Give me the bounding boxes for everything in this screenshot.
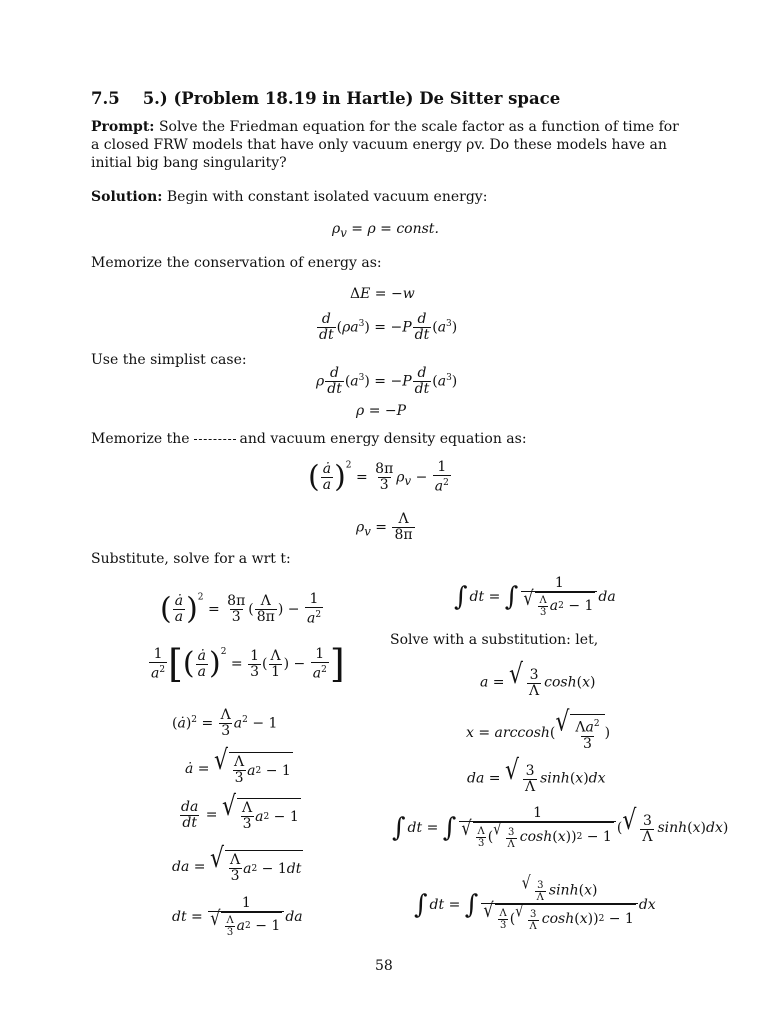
equation-delta-e: ΔE = −w bbox=[350, 286, 415, 302]
equation-left-4: ȧ = √ $\frac{\Lambda}{3}$ a 2 − 1 bbox=[185, 745, 291, 786]
blank-dashes bbox=[194, 439, 236, 440]
equation-right-5: ∫ dt = ∫ 1 √ $\frac{\Lambda}{3}$ ( √ $\frac{3}{\Lambda}$ cosh ( x )) 2 − 1 ( √ $\frac{3}{\Lambda}$ sinh(x)dx) bbox=[392, 804, 729, 850]
equation-right-2: a = √ $\frac{3}{\Lambda}$ cosh(x) bbox=[480, 659, 596, 699]
equation-left-7: dt = 1 √ $\frac{\Lambda}{3}$ a 2 − 1 da bbox=[172, 895, 303, 938]
simplest-case-text: Use the simplist case: bbox=[91, 352, 247, 368]
memorize-friedmann-text bbox=[91, 430, 681, 448]
equation-vacuum-const: $\rho_v = \rho$ = const. bbox=[332, 221, 439, 240]
equation-rho-lambda: $\rho_v$ = $\frac{\Lambda}{8\pi}$ bbox=[356, 511, 413, 543]
solution-paragraph bbox=[91, 188, 681, 206]
section-title: 5.) (Problem 18.19 in Hartle) De Sitter space bbox=[142, 89, 561, 108]
prompt-label: Prompt: bbox=[91, 119, 155, 135]
page-number: 58 bbox=[375, 958, 393, 974]
section-heading bbox=[91, 90, 560, 109]
solution-text: Begin with constant isolated vacuum energy: bbox=[166, 189, 488, 205]
substitute-text: Substitute, solve for a wrt t: bbox=[91, 551, 291, 567]
prompt-text: Solve the Friedman equation for the scale factor as a function of time for a closed FRW models that have only vacuum energy ρv. Do these models have an initial big bang singularity? bbox=[91, 119, 679, 171]
equation-left-3: (ȧ)$^2$ = $\frac{\Lambda}{3}$ $a^2 - 1$ bbox=[172, 707, 278, 739]
and-vacuum-text: and vacuum energy density equation as: bbox=[239, 431, 527, 447]
equation-left-5: $\frac{da}{dt}$ = √ $\frac{\Lambda}{3}$ a 2 − 1 bbox=[181, 791, 299, 832]
memorize-the-text: Memorize the bbox=[91, 431, 190, 447]
equation-rho-minus-p: ρ = −P bbox=[356, 403, 407, 419]
equation-friedmann: ( $\frac{ȧ}{a}$ )$^2$ = $\frac{8\pi}{3}$ $\rho_v$ − $\frac{1}{a^2}$ bbox=[308, 459, 449, 495]
equation-simplest-case: ρ $\frac{d}{dt}$ $(a^3) = -P$ $\frac{d}{dt}$ $(a^3)$ bbox=[316, 365, 458, 397]
equation-right-1: ∫ dt = ∫ 1 √ $\frac{\Lambda}{3}$ a 2 − 1 da bbox=[454, 575, 616, 618]
memorize-conservation-text: Memorize the conservation of energy as: bbox=[91, 255, 382, 271]
equation-right-6: ∫ dt = ∫ √ $\frac{3}{\Lambda}$ sinh(x) √ $\frac{\Lambda}{3}$ ( √ $\frac{3}{\Lambda}$ cosh ( x )) 2 − 1 dx bbox=[414, 873, 656, 932]
equation-left-2: $\frac{1}{a^2}$ [( $\frac{ȧ}{a}$ )$^2$ = $\frac{1}{3}$ ( $\frac{\Lambda}{1}$ ) − $\frac{1}{a^2}$ ] bbox=[151, 642, 345, 686]
solution-label: Solution: bbox=[91, 189, 163, 205]
equation-left-1: ( $\frac{ȧ}{a}$ )$^2$ = $\frac{8\pi}{3}$ ( $\frac{\Lambda}{8\pi}$ ) − $\frac{1}{a^2}$ bbox=[160, 591, 322, 627]
section-number: 7.5 bbox=[91, 89, 120, 108]
equation-right-4: da = √ $\frac{3}{\Lambda}$ sinh(x)dx bbox=[467, 755, 606, 795]
prompt-paragraph bbox=[91, 118, 681, 172]
equation-right-3: x = arccosh( √ $\frac{\Lambda a^2}{3}$ ) bbox=[466, 706, 611, 752]
equation-left-6: da = √ $\frac{\Lambda}{3}$ a 2 − 1 dt bbox=[172, 843, 302, 884]
equation-energy-conservation: $\frac{d}{dt}$ $(\rho a^3) = -P$ $\frac{d}{dt}$ $(a^3)$ bbox=[319, 311, 458, 343]
solve-substitution-text: Solve with a substitution: let, bbox=[390, 632, 599, 648]
